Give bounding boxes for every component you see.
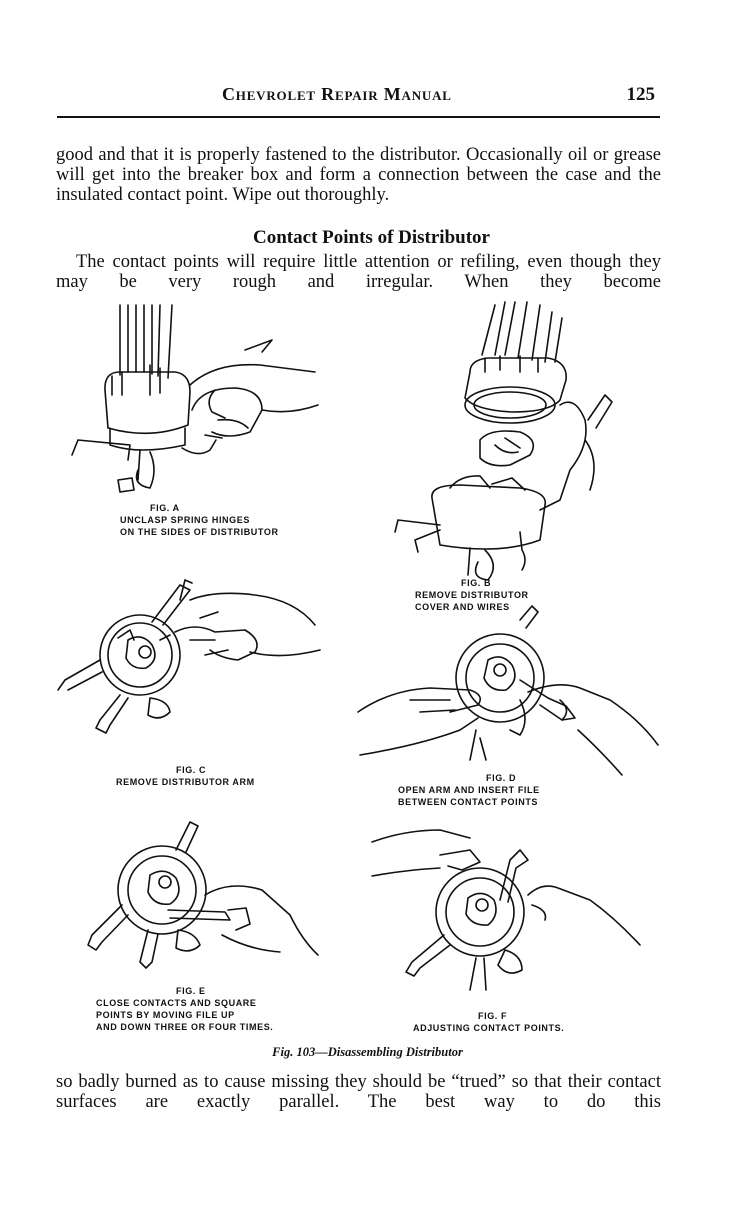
fig-a-line-2: ON THE SIDES OF DISTRIBUTOR (120, 527, 279, 537)
fig-e-line-2: POINTS BY MOVING FILE UP (96, 1010, 235, 1020)
fig-a-tag: FIG. A (150, 503, 180, 513)
fig-f-caption (413, 1010, 564, 1034)
fig-c-caption (116, 764, 255, 788)
running-title: Chevrolet Repair Manual (222, 84, 452, 104)
fig-b-drawing (395, 302, 612, 580)
paragraph-1: good and that it is properly fastened to the distributor. Occasionally oil or grease will get into the breaker box and form a connection between the case and the insulated contact point. Wipe out thoroughly. (56, 145, 661, 205)
header-rule (57, 116, 660, 118)
fig-c-line-1: REMOVE DISTRIBUTOR ARM (116, 777, 255, 787)
fig-d-tag: FIG. D (486, 773, 517, 783)
paragraph-2: The contact points will require little attention or refiling, even though they may be very rough and irregular. When they become (56, 252, 661, 292)
fig-b-tag: FIG. B (461, 578, 492, 588)
fig-a-line-1: UNCLASP SPRING HINGES (120, 515, 250, 525)
fig-a-drawing (72, 305, 318, 492)
fig-f-drawing (372, 830, 640, 990)
page-number: 125 (626, 84, 655, 105)
fig-c-drawing (58, 580, 320, 733)
fig-e-caption (96, 985, 273, 1033)
fig-b-line-1: REMOVE DISTRIBUTOR (415, 590, 529, 600)
fig-b-caption (415, 577, 529, 613)
fig-d-drawing (358, 606, 658, 775)
fig-d-line-2: BETWEEN CONTACT POINTS (398, 797, 539, 807)
fig-f-line-1: ADJUSTING CONTACT POINTS. (413, 1023, 565, 1033)
fig-e-line-1: CLOSE CONTACTS AND SQUARE (96, 998, 257, 1008)
fig-c-tag: FIG. C (176, 765, 207, 775)
fig-e-drawing (88, 822, 318, 968)
fig-e-line-3: AND DOWN THREE OR FOUR TIMES. (96, 1022, 274, 1032)
fig-d-line-1: OPEN ARM AND INSERT FILE (398, 785, 540, 795)
section-heading: Contact Points of Distributor (253, 227, 490, 248)
fig-d-caption (398, 772, 540, 808)
fig-b-line-2: COVER AND WIRES (415, 602, 510, 612)
fig-e-tag: FIG. E (176, 986, 206, 996)
fig-f-tag: FIG. F (478, 1011, 508, 1021)
page-header (57, 84, 658, 110)
figure-caption: Fig. 103—Disassembling Distributor (272, 1045, 463, 1059)
fig-a-caption (120, 502, 279, 538)
paragraph-3: so badly burned as to cause missing they should be “trued” so that their contact surfaces are exactly parallel. The best way to do this (56, 1072, 661, 1112)
